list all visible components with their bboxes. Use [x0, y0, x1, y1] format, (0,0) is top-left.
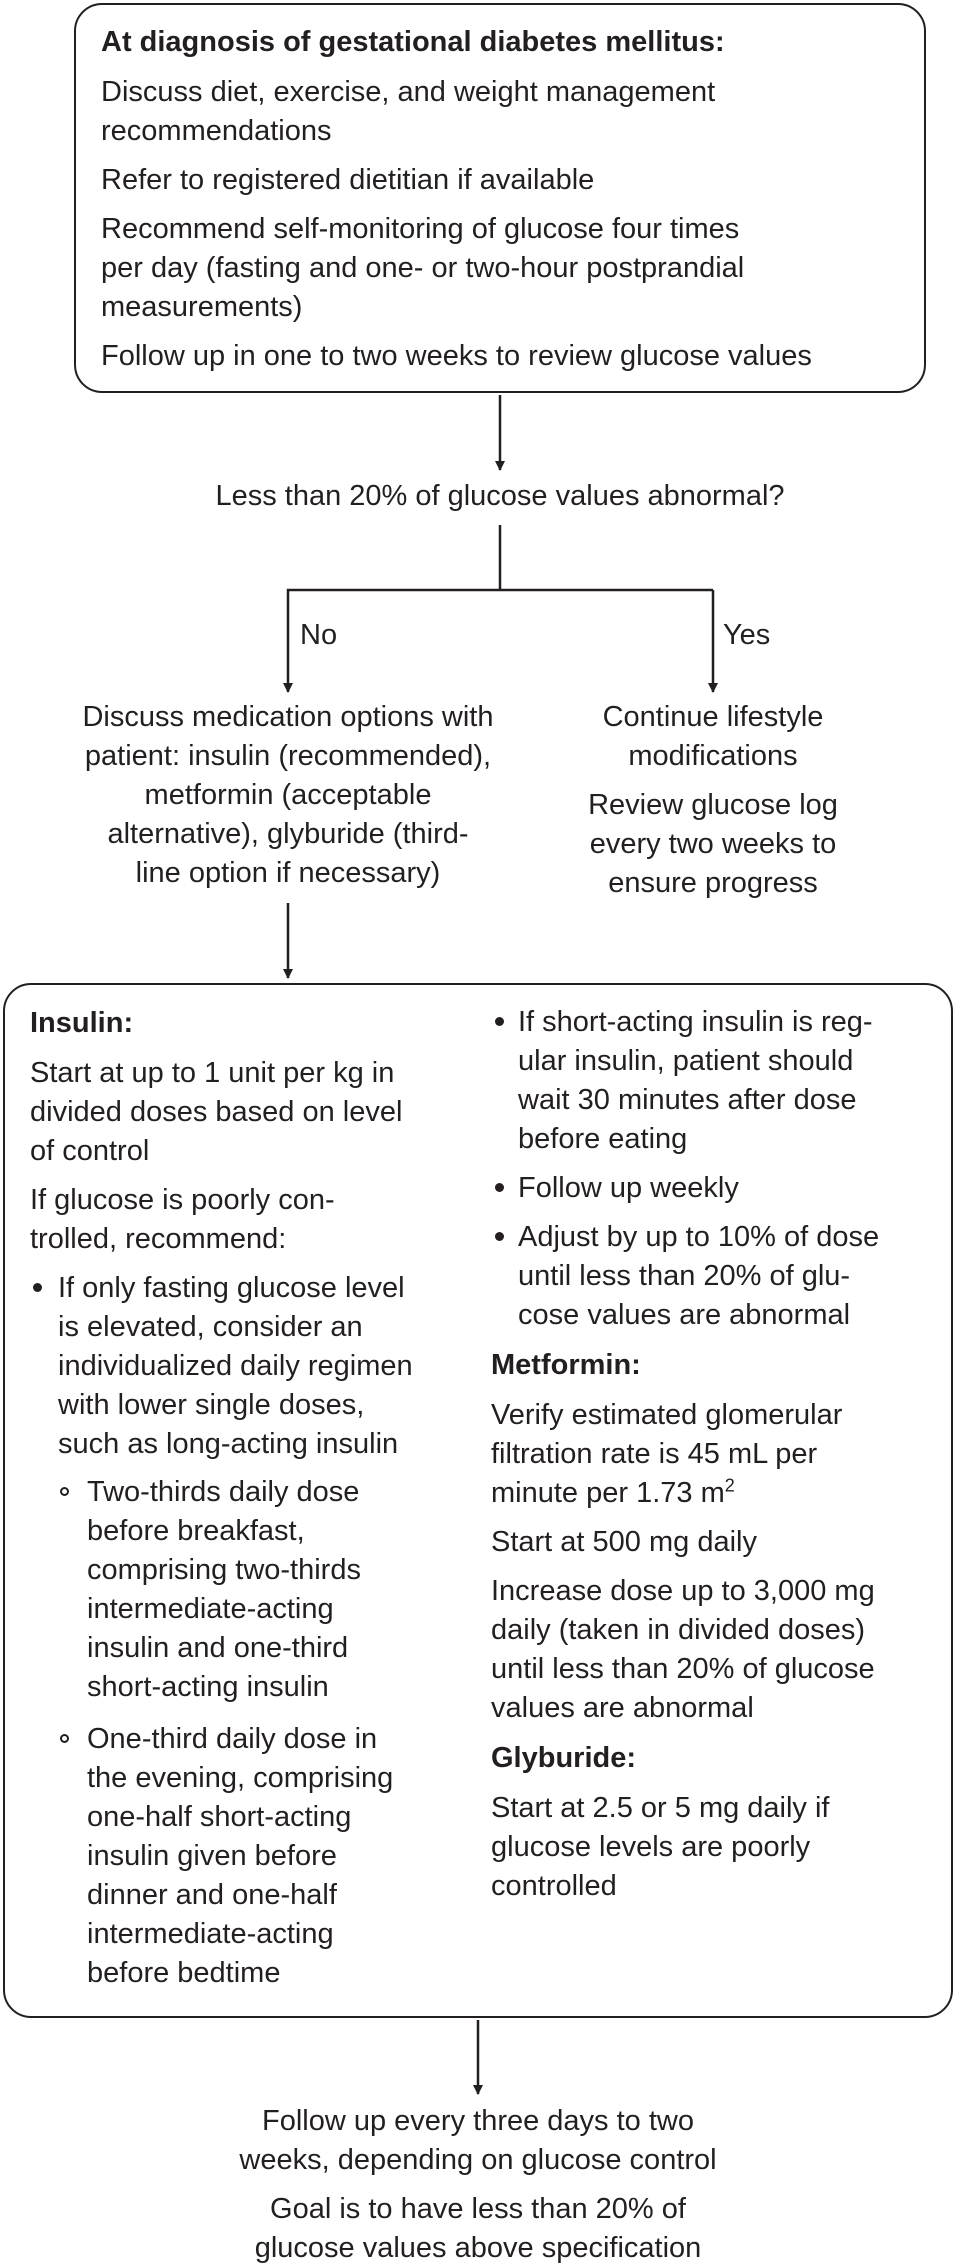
glyburide-heading: Glyburide: — [491, 1742, 637, 1774]
branch-yes-label: Yes — [723, 619, 771, 651]
insulin-bullet2-line: wait 30 minutes after dose — [518, 1084, 857, 1116]
insulin-start-line: divided doses based on level — [30, 1096, 403, 1128]
yes-branch-text: ensure progress — [608, 867, 818, 899]
bullet-icon — [33, 1283, 42, 1292]
no-branch-text: Discuss medication options with — [82, 701, 494, 733]
decision-question: Less than 20% of glucose values abnormal? — [215, 480, 785, 512]
goal-text: Goal is to have less than 20% of — [270, 2193, 686, 2225]
bullet-icon — [495, 1183, 504, 1192]
diagnosis-line: Follow up in one to two weeks to review glucose values — [101, 340, 812, 372]
yes-branch-text: every two weeks to — [589, 828, 837, 860]
insulin-sub2-line: the evening, comprising — [87, 1762, 394, 1794]
insulin-sub1-line: before breakfast, — [87, 1515, 305, 1547]
insulin-sub2-line: one-half short-acting — [87, 1801, 352, 1833]
followup-text: weeks, depending on glucose control — [239, 2144, 717, 2176]
glyburide-line: controlled — [491, 1870, 617, 1902]
diagnosis-line: Recommend self-monitoring of glucose four times — [101, 213, 740, 245]
metformin-verify-line: filtration rate is 45 mL per — [491, 1438, 818, 1470]
bullet-icon — [495, 1232, 504, 1241]
diagnosis-line: recommendations — [101, 115, 332, 147]
metformin-heading: Metformin: — [491, 1349, 641, 1381]
diagnosis-line: Discuss diet, exercise, and weight management — [101, 76, 716, 108]
insulin-sub1-line: comprising two-thirds — [87, 1554, 361, 1586]
insulin-sub2-line: intermediate-acting — [87, 1918, 334, 1950]
diagnosis-line: Refer to registered dietitian if available — [101, 164, 595, 196]
sub-bullet-icon — [60, 1487, 69, 1496]
insulin-bullet2-line: If short-acting insulin is reg- — [518, 1006, 873, 1038]
metformin-verify-superscript: 2 — [724, 1475, 735, 1496]
insulin-bullet1-line: such as long-acting insulin — [58, 1428, 399, 1460]
glyburide-line: glucose levels are poorly — [491, 1831, 811, 1863]
diagnosis-line: measurements) — [101, 291, 303, 323]
insulin-sub2-line: One-third daily dose in — [87, 1723, 378, 1755]
bullet-icon — [495, 1017, 504, 1026]
insulin-bullet4-line: until less than 20% of glu- — [518, 1260, 851, 1292]
insulin-sub1-line: short-acting insulin — [87, 1671, 329, 1703]
insulin-poor-line: If glucose is poorly con- — [30, 1184, 335, 1216]
insulin-heading: Insulin: — [30, 1007, 134, 1039]
no-branch-text: patient: insulin (recommended), — [84, 740, 492, 772]
insulin-bullet2-line: before eating — [518, 1123, 688, 1155]
insulin-bullet1-line: with lower single doses, — [58, 1389, 365, 1421]
metformin-verify-last — [491, 1473, 735, 1513]
metformin-increase-line: Increase dose up to 3,000 mg — [491, 1575, 875, 1607]
diagnosis-title: At diagnosis of gestational diabetes mellitus: — [101, 26, 725, 58]
arrow-branch-no — [288, 590, 713, 692]
insulin-bullet1-line: If only fasting glucose level — [58, 1272, 405, 1304]
sub-bullet-icon — [60, 1734, 69, 1743]
metformin-verify-text: minute per 1.73 m — [491, 1477, 725, 1509]
yes-branch-text: Review glucose log — [588, 789, 838, 821]
insulin-sub2-line: dinner and one-half — [87, 1879, 337, 1911]
insulin-sub2-line: before bedtime — [87, 1957, 281, 1989]
no-branch-text: line option if necessary) — [135, 857, 441, 889]
insulin-start-line: Start at up to 1 unit per kg in — [30, 1057, 395, 1089]
insulin-sub1-line: Two-thirds daily dose — [87, 1476, 360, 1508]
insulin-bullet1-line: individualized daily regimen — [58, 1350, 413, 1382]
insulin-sub1-line: intermediate-acting — [87, 1593, 334, 1625]
metformin-increase-line: daily (taken in divided doses) — [491, 1614, 865, 1646]
insulin-bullet4-line: Adjust by up to 10% of dose — [518, 1221, 880, 1253]
metformin-increase-line: until less than 20% of glucose — [491, 1653, 875, 1685]
metformin-verify-line: Verify estimated glomerular — [491, 1399, 843, 1431]
diagnosis-line: per day (fasting and one- or two-hour postprandial — [101, 252, 745, 284]
insulin-bullet3-line: Follow up weekly — [518, 1172, 739, 1204]
yes-branch-text: modifications — [628, 740, 798, 772]
metformin-start-line: Start at 500 mg daily — [491, 1526, 757, 1558]
yes-branch-text: Continue lifestyle — [602, 701, 824, 733]
insulin-start-line: of control — [30, 1135, 150, 1167]
insulin-sub1-line: insulin and one-third — [87, 1632, 349, 1664]
goal-text: glucose values above specification — [254, 2232, 702, 2264]
insulin-bullet2-line: ular insulin, patient should — [518, 1045, 854, 1077]
insulin-sub2-line: insulin given before — [87, 1840, 337, 1872]
insulin-bullet1-line: is elevated, consider an — [58, 1311, 363, 1343]
no-branch-text: metformin (acceptable — [144, 779, 432, 811]
branch-no-label: No — [300, 619, 338, 651]
followup-text: Follow up every three days to two — [262, 2105, 694, 2137]
insulin-poor-line: trolled, recommend: — [30, 1223, 287, 1255]
insulin-bullet4-line: cose values are abnormal — [518, 1299, 851, 1331]
metformin-increase-line: values are abnormal — [491, 1692, 754, 1724]
glyburide-line: Start at 2.5 or 5 mg daily if — [491, 1792, 830, 1824]
no-branch-text: alternative), glyburide (third- — [107, 818, 469, 850]
